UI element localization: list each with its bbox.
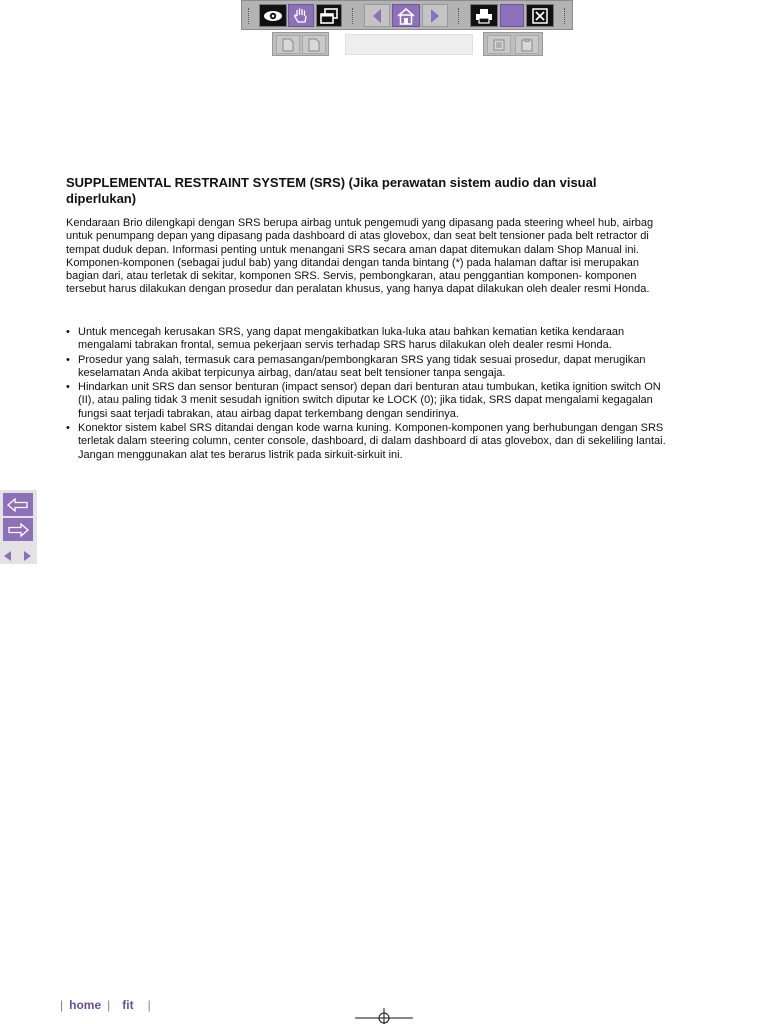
- footer-nav: [56, 998, 155, 1012]
- left-triangle-icon: [4, 551, 12, 561]
- list-item: [66, 326, 666, 353]
- crop-mark-icon: [355, 1008, 415, 1024]
- clipboard-icon: [521, 38, 533, 52]
- eye-button[interactable]: [259, 4, 287, 27]
- page-title: SUPPLEMENTAL RESTRAINT SYSTEM (SRS) (Jika perawatan sistem audio dan visual diperlukan): [66, 175, 597, 206]
- intro-paragraph: Kendaraan Brio dilengkapi dengan SRS berupa airbag untuk pengemudi yang dipasang pada steering wheel hub, airbag untuk penumpang depan yang dipasang pada dashboard di atas glovebox, dan seat belt tensioner pada belt retractor di tempat duduk depan. Informasi penting untuk menangani SRS secara aman dapat ditemukan dalam Shop Manual ini. Komponen-komponen (sebagai judul bab) yang ditandai dengan tanda bintang (*) pada halaman daftar isi merupakan bagian dari, atau terletak di sekitar, komponen SRS. Servis, pembongkaran, atau penggantian komponen- komponen tersebut harus dilakukan dengan prosedur dan peralatan khusus, yang hanya dapat dilakukan oleh dealer resmi Honda.: [66, 217, 654, 296]
- bullet: •: [66, 326, 70, 338]
- list-item-text: Hindarkan unit SRS dan sensor benturan (impact sensor) depan dari benturan atau tumbukan, ketika ignition switch ON (II), atau paling tidak 3 menit sesudah ignition switch diputar ke LOCK (0); jika tidak, SRS dapat mengalami kegagalan fungsi saat terjadi tabrakan, atau airbag dapat terkembang dengan sendirinya.: [78, 381, 661, 420]
- list-item-text: Untuk mencegah kerusakan SRS, yang dapat mengakibatkan luka-luka atau bahkan kematian ketika kendaraan mengalami tabrakan frontal, semua pekerjaan servis terhadap SRS harus dilakukan oleh dealer resmi Honda.: [78, 326, 625, 352]
- prev-page-button[interactable]: [364, 4, 390, 27]
- toolbar-grip[interactable]: [564, 8, 567, 24]
- eye-icon: [262, 9, 284, 23]
- next-button-small[interactable]: [22, 550, 32, 562]
- page-button[interactable]: [302, 35, 326, 54]
- page-button[interactable]: [276, 35, 300, 54]
- list-item: [66, 354, 666, 381]
- prev-page-icon: [371, 8, 383, 24]
- next-page-icon: [429, 8, 441, 24]
- view-toolbar: [483, 32, 543, 56]
- bullet: •: [66, 422, 70, 435]
- blank-button[interactable]: [500, 4, 524, 27]
- page-icon: [308, 38, 320, 52]
- home-link[interactable]: home: [69, 998, 102, 1012]
- home-icon: [396, 7, 416, 25]
- close-icon: [532, 8, 548, 24]
- warning-list: [66, 326, 666, 463]
- page-toolbar: [272, 32, 329, 56]
- footer-separator: |: [147, 998, 151, 1012]
- list-item-text: Konektor sistem kabel SRS ditandai dengan kode warna kuning. Komponen-komponen yang berhubungan dengan SRS terletak dalam steering column, center console, dashboard, di dalam dashboard di atas glovebox, dan di sekeliling lantai. Jangan menggunakan alat tes berarus listrik pada sirkuit-sirkuit ini.: [78, 422, 666, 461]
- clipboard-button[interactable]: [515, 35, 539, 54]
- search-input[interactable]: [345, 34, 473, 55]
- footer-separator: |: [107, 998, 111, 1012]
- prev-button-small[interactable]: [3, 550, 13, 562]
- hand-tool-button[interactable]: [288, 4, 314, 27]
- print-button[interactable]: [470, 4, 498, 27]
- next-page-button[interactable]: [422, 4, 448, 27]
- print-icon: [475, 8, 493, 24]
- toolbar-grip[interactable]: [248, 8, 251, 24]
- list-item-text: Prosedur yang salah, termasuk cara pemasangan/pembongkaran SRS yang tidak sesuai prosedur, dapat merugikan keselamatan Anda akibat terpicunya airbag, dan/atau seat belt tensioner tanpa sengaja.: [78, 353, 646, 379]
- bullet: •: [66, 381, 70, 394]
- home-button[interactable]: [392, 4, 420, 27]
- forward-button[interactable]: [3, 518, 33, 541]
- list-item: [66, 422, 666, 462]
- footer-separator: |: [60, 998, 64, 1012]
- page-icon: [282, 38, 294, 52]
- forward-arrow-icon: [7, 523, 29, 537]
- hand-icon: [293, 7, 309, 24]
- list-item: [66, 381, 666, 421]
- bullet: •: [66, 353, 70, 366]
- list-button[interactable]: [487, 35, 511, 54]
- windows-icon: [320, 8, 338, 24]
- toolbar-grip[interactable]: [352, 8, 355, 24]
- back-button[interactable]: [3, 493, 33, 516]
- back-arrow-icon: [7, 498, 29, 512]
- right-triangle-icon: [23, 551, 31, 561]
- main-toolbar: [241, 0, 573, 30]
- fit-link[interactable]: fit: [122, 998, 134, 1012]
- list-icon: [493, 39, 505, 51]
- close-button[interactable]: [526, 4, 554, 27]
- toolbar-grip[interactable]: [458, 8, 461, 24]
- windows-button[interactable]: [316, 4, 342, 27]
